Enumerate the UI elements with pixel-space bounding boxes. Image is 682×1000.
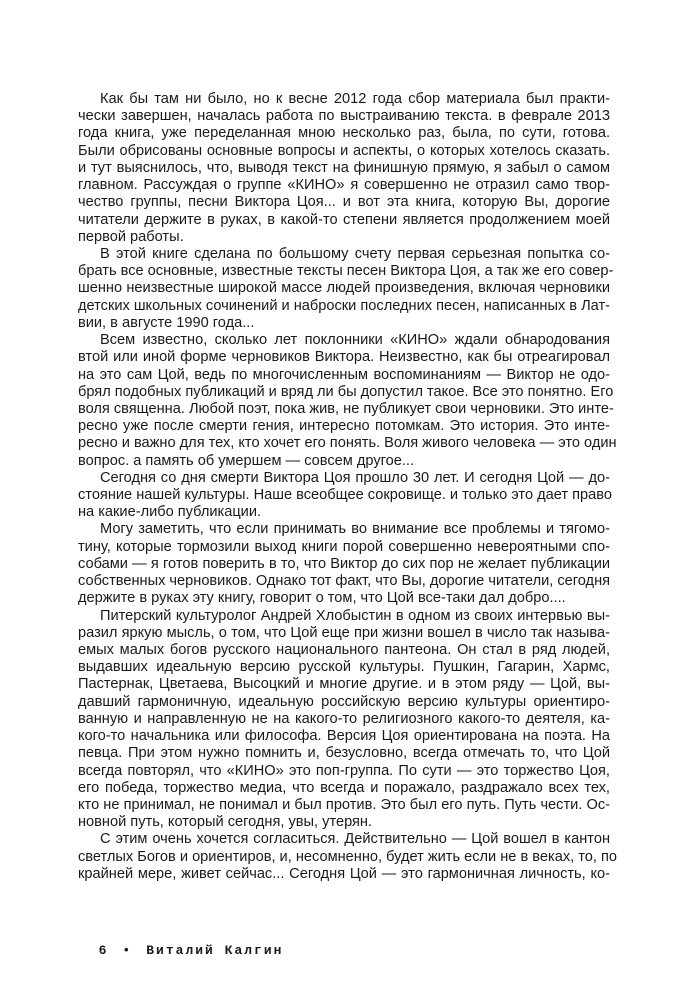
text-line: стояние нашей культуры. Наше всеобщее сокровище. и только это дает право xyxy=(78,487,612,504)
text-line: держите в руках эту книгу, говорит о том, что Цой все-таки дал добро.... xyxy=(78,590,566,607)
text-line: светлых Богов и ориентиров, и, несомненно, будет жить если не в веках, то, по xyxy=(78,848,617,865)
text-line: на какие-либо публикации. xyxy=(78,504,262,521)
paragraph xyxy=(78,91,610,246)
text-line: емых малых богов русского национального пантеона. Он стал в ряд людей, xyxy=(78,642,610,658)
text-line: выдавших идеальную версию русской культуры. Пушкин, Гагарин, Хармс, xyxy=(78,659,610,676)
text-line: Были обрисованы основные вопросы и аспекты, о которых хотелось сказать. xyxy=(78,142,610,159)
text-line: новной путь, который сегодня, увы, утерян. xyxy=(78,814,373,831)
text-line: на это сам Цой, ведь по многочисленным воспоминаниям — Виктор не одо- xyxy=(78,366,610,383)
text-line: втой или иной форме черновиков Виктора. Неизвестно, как бы отреагировал xyxy=(78,349,610,366)
text-line: чество группы, песни Виктора Цоя... и вот эта книга, которую Вы, дорогие xyxy=(78,194,610,211)
text-line: Всем известно, сколько лет поклонники «КИНО» ждали обнародования xyxy=(100,332,610,349)
text-line: вии, в августе 1990 года... xyxy=(78,314,255,331)
text-line: кого-то начальника или философа. Версия Цоя ориентирована на поэта. На xyxy=(78,728,610,745)
text-line: ванную и направленную не на какого-то религиозного какого-то деятеля, ка- xyxy=(78,710,610,727)
text-line: С этим очень хочется согласиться. Действительно — Цой вошел в кантон xyxy=(100,831,610,848)
paragraph xyxy=(78,831,617,883)
paragraph xyxy=(78,245,614,332)
text-line: Пастернак, Цветаева, Высоцкий и многие другие. и в этом ряду — Цой, вы- xyxy=(78,676,610,693)
text-line: В этой книге сделана по большому счету первая серьезная попытка со- xyxy=(100,245,610,262)
page-footer xyxy=(79,928,297,958)
text-line: певца. При этом нужно помнить и, безусловно, всегда отмечать то, что Цой xyxy=(78,745,610,762)
text-line: давший гармоничную, идеальную российскую версию культуры ориентиро- xyxy=(78,693,610,710)
paragraph xyxy=(78,608,610,832)
text-line: Питерский культуролог Андрей Хлобыстин в одном из своих интервью вы- xyxy=(100,607,610,624)
text-line: брял подобных публикаций и вряд ли бы допустил такое. Все это понятно. Его xyxy=(78,383,614,400)
text-line: вопрос. а память об умершем — совсем другое... xyxy=(78,452,415,469)
paragraph xyxy=(78,470,610,522)
text-line: собами — я готов поверить в то, что Виктор до сих пор не желает публикации xyxy=(78,555,610,572)
text-line: детских школьных сочинений и наброски последних песен, написанных в Лат- xyxy=(78,297,611,314)
text-line: воля священна. Любой поэт, пока жив, не публикует свои черновики. Это инте- xyxy=(78,400,614,417)
text-line: главном. Рассуждая о группе «КИНО» я совершенно не отразил само твор- xyxy=(78,177,610,194)
text-line: его победа, торжество медиа, что всегда и поражало, раздражало всех тех, xyxy=(78,779,610,796)
text-line: разил яркую мысль, о том, что Цой еще при жизни вошел в число так называ- xyxy=(78,624,610,641)
text-line: шенно неизвестные широкой массе людей произведения, включая черновики xyxy=(78,280,610,297)
text-line: кто не принимал, не понимал и был против. Это был его путь. Путь чести. Ос- xyxy=(78,796,610,813)
paragraph xyxy=(78,332,617,470)
running-title-author: Виталий Калгин xyxy=(146,943,284,958)
text-line: тину, которые тормозили выход книги порой совершенно невероятными спо- xyxy=(78,538,610,555)
page-body xyxy=(78,91,617,883)
footer-separator: • xyxy=(122,943,133,958)
text-line: и тут выяснилось, что, выводя текст на финишную прямую, я забыл о самом xyxy=(78,159,610,176)
text-line: чески завершен, началась работа по выстраиванию текста. в феврале 2013 xyxy=(78,108,610,125)
paragraph xyxy=(78,521,610,607)
text-line: читатели держите в руках, в какой-то степени является продолжением моей xyxy=(78,211,610,228)
text-line: Сегодня со дня смерти Виктора Цоя прошло 30 лет. И сегодня Цой — до- xyxy=(100,469,610,486)
text-line: ресно и важно для тех, кто хочет его понять. Воля живого человека — это один xyxy=(78,435,617,452)
text-line: Как бы там ни было, но к весне 2012 года сбор материала был практи- xyxy=(100,91,610,107)
text-line: всегда повторял, что «КИНО» это поп-группа. По сути — это торжество Цоя, xyxy=(78,762,610,779)
text-line: собственных черновиков. Однако тот факт, что Вы, дорогие читатели, сегодня xyxy=(78,573,611,590)
text-line: брать все основные, известные тексты песен Виктора Цоя, а так же его совер- xyxy=(78,263,614,280)
text-line: первой работы. xyxy=(78,228,184,245)
text-line: Могу заметить, что если принимать во внимание все проблемы и тягомо- xyxy=(100,521,610,538)
text-line: крайней мере, живет сейчас... Сегодня Цой — это гармоничная личность, ко- xyxy=(78,865,610,882)
page-number: 6 xyxy=(98,943,109,958)
text-line: ресно уже после смерти гения, интересно потомкам. Это история. Это инте- xyxy=(78,418,610,435)
text-line: года книга, уже переделанная мною несколько раз, была, по сути, готова. xyxy=(78,125,610,142)
